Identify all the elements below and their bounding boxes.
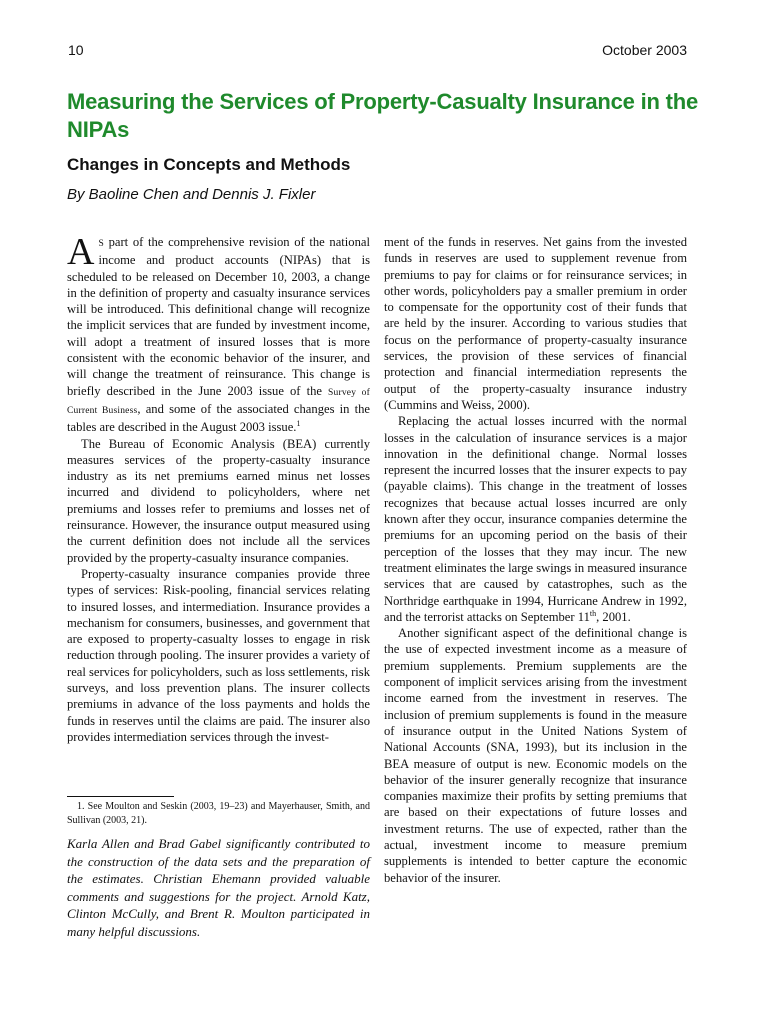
paragraph-premium-supplements: Another significant aspect of the definitional change is the use of expected investment income as a measure of premium supplements. Premium supplements are the component of implicit services arising from the investment income earned from the investment in reserves. The inclusion of premium supplements is found in the measure of insurance output in the United Nations System of National Accounts (SNA, 1993), but its inclusion in the BEA measure of output is new. Economic models on the behavior of the insurer generally recognize that insurance companies maximize their profits by setting premiums that are based on their expectations of future losses and investment returns. The use of expected, rather than the actual, investment income to measure premium supplements is intended to better capture the economic behavior of the insurer. (384, 626, 687, 885)
acknowledgment: Karla Allen and Brad Gabel significantly contributed to the construction of the data sets and the preparation of the estimates. Christian Ehemann provided valuable comments and suggestions for the project. Arnold Katz, Clinton McCully, and Brent R. Moulton participated in many helpful discussions. (67, 836, 370, 939)
small-caps-lead: S (98, 239, 104, 249)
paragraph-services-continued: ment of the funds in reserves. Net gains from the invested funds in reserves are used to supplement revenue from premiums to pay for claims or for reinsurance services; in other words, policyholders pay a smaller premium in order to compensate for the opportunity cost of their funds that are held by the insurer. According to various studies that focus on the performance of property-casualty insurance services, the provision of these services of financial protection and financial intermediation represents the output of the property-casualty insurance industry (Cummins and Weiss, 2000). (384, 235, 687, 412)
article-title: Measuring the Services of Property-Casualty Insurance in the NIPAs (67, 89, 699, 142)
ordinal-suffix: th (589, 608, 597, 618)
paragraph-intro-end: , and some of the associated changes in the tables are described in the August 2003 issue. (67, 401, 370, 435)
footnote-mark: 1 (296, 419, 301, 429)
drop-cap: A (67, 231, 95, 273)
byline: By Baoline Chen and Dennis J. Fixler (67, 186, 316, 203)
right-column (384, 234, 687, 886)
paragraph-normal-losses-end: , 2001. (596, 609, 631, 624)
footnote-divider (67, 796, 174, 797)
footnote-text: See Moulton and Seskin (2003, 19–23) and Mayerhauser, Smith, and Sullivan (2003, 21). (67, 801, 370, 826)
issue-date: October 2003 (602, 42, 687, 58)
journal-name: Survey of Current Business (67, 387, 370, 416)
left-column (67, 231, 370, 745)
paragraph-bea: The Bureau of Economic Analysis (BEA) currently measures services of the property-casualty insurance industry as its net premiums earned minus net losses incurred and dividend to policyholders, where net premiums and losses refer to premiums and losses net of reinsurance. However, the insurance output measured using the current definition does not include all the services provided by the property-casualty insurance companies. (67, 436, 370, 565)
paragraph-intro-text: part of the comprehensive revision of the national income and product accounts (NIPAs) that is scheduled to be released on December 10, 2003, a change in the definition of property and casualty insurance services will be introduced. This definitional change will recognize the implicit services that are funded by investment income, will adopt a treatment of insured losses that is more consistent with the economic behavior of the insurer, and will change the treatment of reinsurance. This change is briefly described in the June 2003 issue of the (67, 235, 370, 398)
paragraph-normal-losses-text: Replacing the actual losses incurred with the normal losses in the calculation of insurance services is a major innovation in the definitional change. Normal losses represent the incurred losses that the insurer expects to pay (payable claims). This change in the treatment of losses recognizes that because actual losses incurred are only known after they occur, insurance companies determine the premiums for an upcoming period on the basis of their perception of the losses that they may incur. The new treatment eliminates the large swings in measured insurance services that are caused by catastrophes, such as the Northridge earthquake in 1994, Hurricane Andrew in 1992, and the terrorist attacks on September 11 (384, 414, 687, 624)
paragraph-services: Property-casualty insurance companies provide three types of services: Risk-pooling, financial services relating to insured losses, and intermediation. Insurance provides a mechanism for consumers, businesses, and government that are exposed to property-casualty losses to engage in risk reduction through pooling. The insurer provides a variety of real services for policyholders, such as loss settlements, risk surveys, and loss prevention plans. The insurer collects premiums in advance of the loss payments and holds the funds in reserves until the claims are paid. The insurer also provides intermediation services through the invest- (67, 566, 370, 744)
page-number: 10 (68, 42, 84, 58)
paragraph-intro (67, 231, 370, 436)
article-subtitle: Changes in Concepts and Methods (67, 155, 351, 174)
paragraph-normal-losses (384, 413, 687, 625)
footnote-number: 1. (77, 801, 85, 812)
footnote (67, 800, 370, 827)
